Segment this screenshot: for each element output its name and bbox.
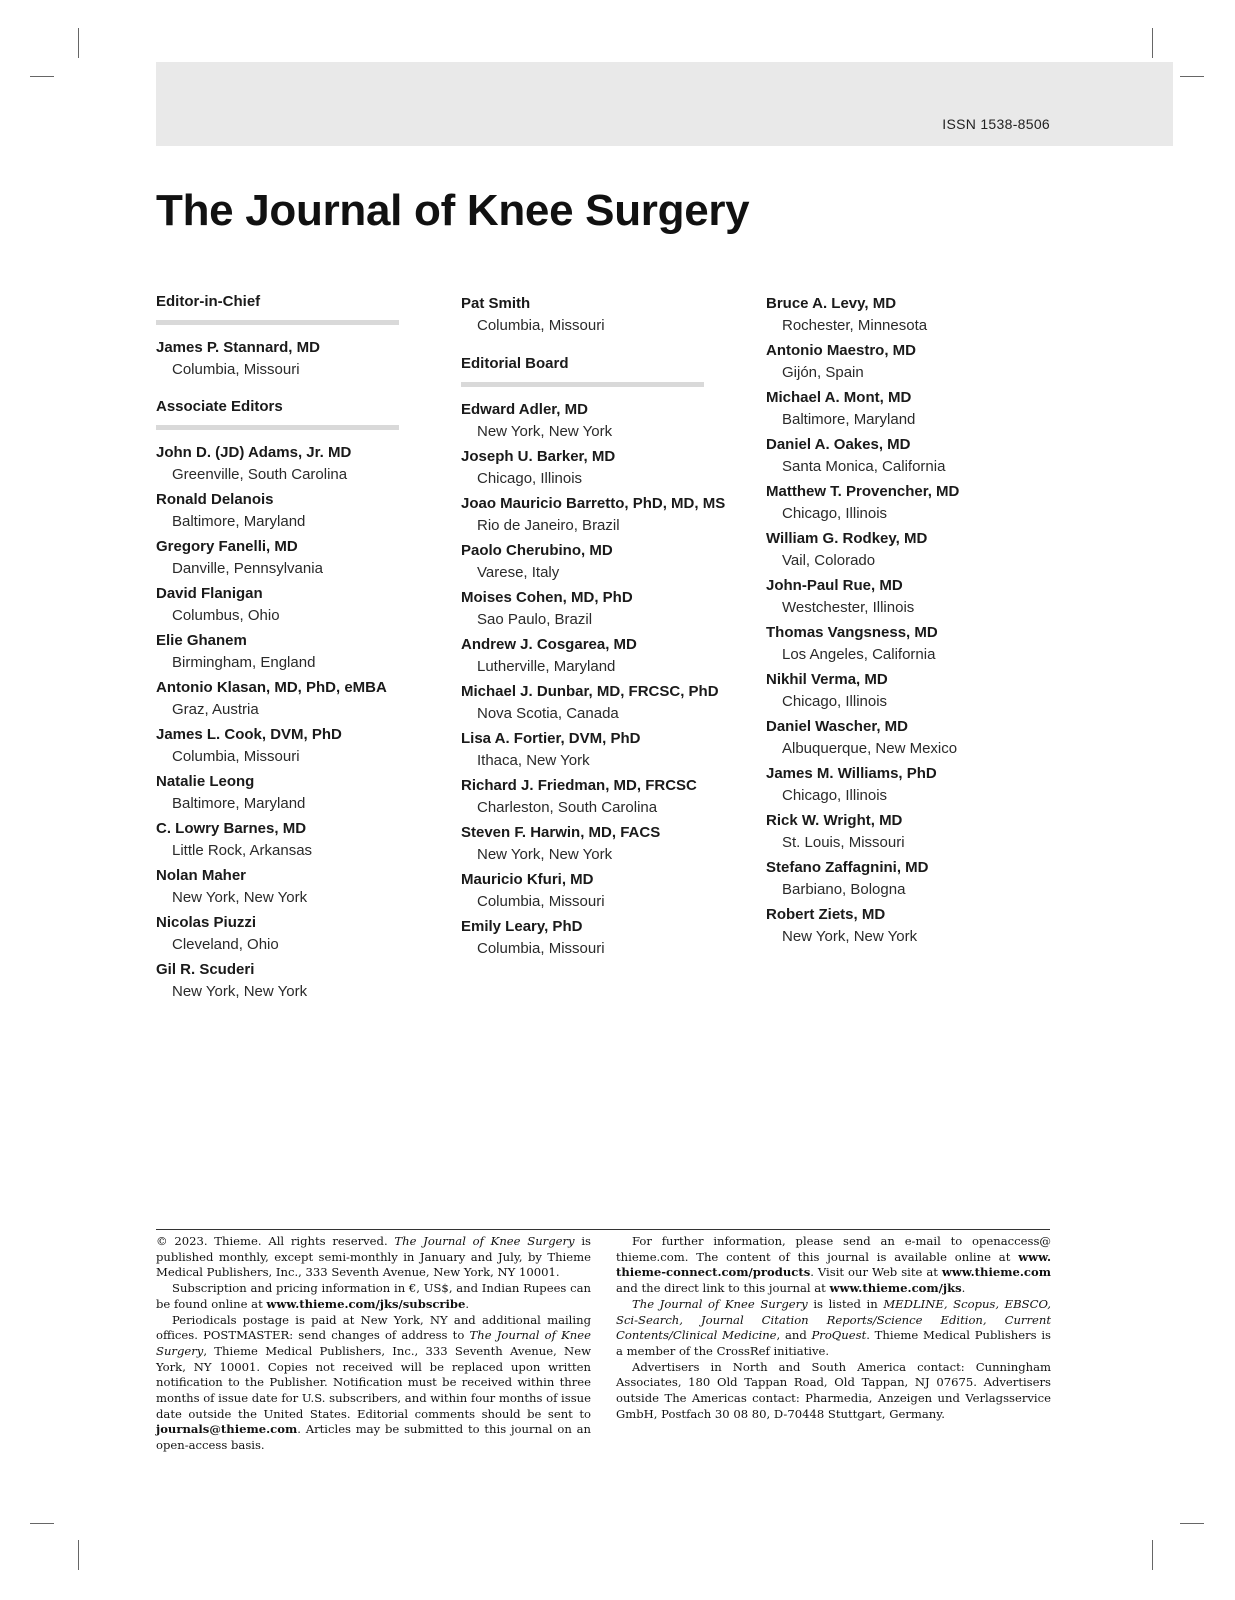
member-name: John D. (JD) Adams, Jr. MD — [156, 444, 352, 461]
member-name: Moises Cohen, MD, PhD — [461, 589, 633, 606]
member-location: Ithaca, New York — [477, 752, 590, 769]
member-location: Columbia, Missouri — [172, 748, 300, 765]
member-entry — [156, 536, 436, 580]
member-name: Mauricio Kfuri, MD — [461, 871, 594, 888]
member-entry — [766, 575, 1046, 619]
member-location: Columbia, Missouri — [172, 361, 300, 378]
member-name: Gregory Fanelli, MD — [156, 538, 298, 555]
member-name: Ronald Delanois — [156, 491, 274, 508]
crop-mark — [1152, 28, 1153, 58]
member-location: Los Angeles, California — [782, 646, 936, 663]
member-entry — [766, 669, 1046, 713]
member-location: Columbia, Missouri — [477, 940, 605, 957]
member-name: Steven F. Harwin, MD, FACS — [461, 824, 661, 841]
member-name: Robert Ziets, MD — [766, 906, 886, 923]
member-entry — [156, 818, 436, 862]
member-location: Chicago, Illinois — [782, 787, 888, 804]
member-entry — [766, 716, 1046, 760]
member-entry — [461, 399, 741, 443]
editorial-board-list-continued — [766, 293, 1046, 948]
member-name: Pat Smith — [461, 295, 531, 312]
member-entry — [156, 630, 436, 674]
member-name: Emily Leary, PhD — [461, 918, 583, 935]
member-name: Daniel Wascher, MD — [766, 718, 908, 735]
member-location: Albuquerque, New Mexico — [782, 740, 958, 757]
member-entry — [156, 865, 436, 909]
member-location: Baltimore, Maryland — [172, 795, 306, 812]
member-name: C. Lowry Barnes, MD — [156, 820, 307, 837]
member-location: Rio de Janeiro, Brazil — [477, 517, 620, 534]
member-entry — [766, 293, 1046, 337]
member-entry — [156, 583, 436, 627]
member-location: Santa Monica, California — [782, 458, 946, 475]
member-name: William G. Rodkey, MD — [766, 530, 928, 547]
member-name: Michael A. Mont, MD — [766, 389, 912, 406]
member-entry — [156, 677, 436, 721]
member-location: Columbia, Missouri — [477, 893, 605, 910]
member-location: New York, New York — [477, 846, 613, 863]
member-name: Michael J. Dunbar, MD, FRCSC, PhD — [461, 683, 719, 700]
member-name: Daniel A. Oakes, MD — [766, 436, 911, 453]
member-name: James M. Williams, PhD — [766, 765, 937, 782]
member-name: David Flanigan — [156, 585, 263, 602]
member-entry — [156, 337, 436, 381]
footer-paragraph: Advertisers in North and South America contact: Cunningham Associates, 180 Old Tappan Road, Old Tappan, NJ 07675. Advertisers outside The Americas contact: Pharmedia, Anzeigen und Verlagsservice GmbH, Postfach 30 08 80, D-70448 Stuttgart, Germany. — [616, 1359, 1051, 1421]
masthead-column-1 — [156, 293, 436, 1006]
member-name: Joao Mauricio Barretto, PhD, MD, MS — [461, 495, 726, 512]
crop-mark — [78, 1540, 79, 1570]
crop-mark — [1180, 1523, 1204, 1524]
member-name: Stefano Zaffagnini, MD — [766, 859, 929, 876]
member-name: Andrew J. Cosgarea, MD — [461, 636, 637, 653]
member-entry — [156, 489, 436, 533]
member-entry — [766, 857, 1046, 901]
member-name: John-Paul Rue, MD — [766, 577, 903, 594]
member-name: Gil R. Scuderi — [156, 961, 255, 978]
member-location: Barbiano, Bologna — [782, 881, 906, 898]
member-entry — [461, 916, 741, 960]
member-location: Little Rock, Arkansas — [172, 842, 313, 859]
editor-in-chief-heading: Editor-in-Chief — [156, 293, 399, 325]
editor-in-chief-list — [156, 337, 436, 381]
masthead-column-2 — [461, 293, 741, 963]
editorial-board-list — [461, 399, 741, 960]
member-name: Nolan Maher — [156, 867, 247, 884]
member-entry — [156, 959, 436, 1003]
member-name: Nikhil Verma, MD — [766, 671, 888, 688]
member-name: Antonio Klasan, MD, PhD, eMBA — [156, 679, 387, 696]
member-entry — [766, 434, 1046, 478]
member-name: Paolo Cherubino, MD — [461, 542, 613, 559]
member-entry — [461, 587, 741, 631]
footer-paragraph: For further information, please send an e-mail to openaccess@ thieme.com. The content of this journal is available online at www. thieme-connect.com/products. Visit our Web site at www.thieme.com and the direct link to this journal at www.thieme.com/jks. — [616, 1234, 1051, 1296]
member-location: Baltimore, Maryland — [782, 411, 916, 428]
member-entry — [156, 442, 436, 486]
member-name: Lisa A. Fortier, DVM, PhD — [461, 730, 641, 747]
member-entry — [461, 775, 741, 819]
member-entry — [461, 540, 741, 584]
footer-right-column — [616, 1234, 1051, 1422]
member-location: New York, New York — [477, 423, 613, 440]
member-location: Varese, Italy — [477, 564, 560, 581]
footer-paragraph: © 2023. Thieme. All rights reserved. The Journal of Knee Surgery is published monthly, except semi-monthly in January and July, by Thieme Medical Publishers, Inc., 333 Seventh Avenue, New York, NY 10001. — [156, 1234, 591, 1280]
member-entry — [461, 493, 741, 537]
member-entry — [461, 869, 741, 913]
member-name: Antonio Maestro, MD — [766, 342, 916, 359]
associate-editors-list-continued — [461, 293, 741, 337]
footer-left-column — [156, 1234, 591, 1454]
member-location: St. Louis, Missouri — [782, 834, 905, 851]
member-entry — [156, 912, 436, 956]
member-name: James P. Stannard, MD — [156, 339, 320, 356]
member-entry — [766, 340, 1046, 384]
member-name: Elie Ghanem — [156, 632, 247, 649]
member-entry — [461, 634, 741, 678]
footer-rule — [156, 1229, 1050, 1230]
member-location: Rochester, Minnesota — [782, 317, 928, 334]
member-entry — [766, 904, 1046, 948]
member-location: Chicago, Illinois — [782, 505, 888, 522]
member-location: Westchester, Illinois — [782, 599, 915, 616]
member-name: Joseph U. Barker, MD — [461, 448, 616, 465]
member-location: Columbia, Missouri — [477, 317, 605, 334]
member-entry — [461, 681, 741, 725]
member-location: Charleston, South Carolina — [477, 799, 658, 816]
member-location: New York, New York — [782, 928, 918, 945]
member-location: Nova Scotia, Canada — [477, 705, 619, 722]
member-name: Natalie Leong — [156, 773, 255, 790]
member-entry — [766, 810, 1046, 854]
issn-label: ISSN 1538-8506 — [942, 116, 1050, 132]
member-name: James L. Cook, DVM, PhD — [156, 726, 342, 743]
member-entry — [461, 728, 741, 772]
member-location: Sao Paulo, Brazil — [477, 611, 593, 628]
member-entry — [156, 724, 436, 768]
member-entry — [461, 822, 741, 866]
member-name: Edward Adler, MD — [461, 401, 588, 418]
member-entry — [766, 763, 1046, 807]
member-location: Baltimore, Maryland — [172, 513, 306, 530]
member-name: Nicolas Piuzzi — [156, 914, 257, 931]
member-location: Chicago, Illinois — [477, 470, 583, 487]
member-location: Graz, Austria — [172, 701, 259, 718]
member-location: New York, New York — [172, 983, 308, 1000]
member-location: Vail, Colorado — [782, 552, 876, 569]
member-location: Birmingham, England — [172, 654, 316, 671]
editorial-board-heading: Editorial Board — [461, 355, 704, 387]
member-name: Bruce A. Levy, MD — [766, 295, 897, 312]
member-location: Columbus, Ohio — [172, 607, 280, 624]
footer-paragraph: The Journal of Knee Surgery is listed in MEDLINE, Scopus, EBSCO, Sci-Search, Journal Citation Reports/Science Edition, Current Contents/Clinical Medicine, and ProQuest. Thieme Medical Publishers is a member of the CrossRef initiative. — [616, 1296, 1051, 1358]
journal-title: The Journal of Knee Surgery — [156, 186, 750, 235]
footer-paragraph: Subscription and pricing information in €, US$, and Indian Rupees can be found online at www.thieme.com/jks/subscribe. — [156, 1281, 591, 1311]
footer-paragraph: Periodicals postage is paid at New York, NY and additional mailing offices. POSTMASTER: send changes of address to The Journal of Knee Surgery, Thieme Medical Publishers, Inc., 333 Seventh Avenue, New York, NY 10001. Copies not received will be replaced upon written notification to the Publisher. Notification must be received within three months of issue date for U.S. subscribers, and within four months of issue date outside the United States. Editorial comments should be sent to journals@thieme.com. Articles may be submitted to this journal on an open-access basis. — [156, 1312, 592, 1453]
member-location: Gijón, Spain — [782, 364, 864, 381]
header-band — [156, 62, 1173, 146]
associate-editors-list — [156, 442, 436, 1003]
crop-mark — [30, 76, 54, 77]
member-name: Richard J. Friedman, MD, FRCSC — [461, 777, 697, 794]
member-name: Rick W. Wright, MD — [766, 812, 903, 829]
crop-mark — [1180, 76, 1204, 77]
member-entry — [766, 387, 1046, 431]
crop-mark — [78, 28, 79, 58]
member-entry — [766, 481, 1046, 525]
member-location: Chicago, Illinois — [782, 693, 888, 710]
crop-mark — [1152, 1540, 1153, 1570]
masthead-column-3 — [766, 293, 1046, 951]
crop-mark — [30, 1523, 54, 1524]
member-location: Greenville, South Carolina — [172, 466, 348, 483]
member-location: Danville, Pennsylvania — [172, 560, 323, 577]
member-location: Lutherville, Maryland — [477, 658, 616, 675]
member-entry — [461, 293, 741, 337]
member-entry — [156, 771, 436, 815]
member-location: New York, New York — [172, 889, 308, 906]
member-entry — [461, 446, 741, 490]
member-location: Cleveland, Ohio — [172, 936, 279, 953]
member-name: Thomas Vangsness, MD — [766, 624, 938, 641]
associate-editors-heading: Associate Editors — [156, 398, 399, 430]
member-entry — [766, 528, 1046, 572]
member-name: Matthew T. Provencher, MD — [766, 483, 960, 500]
member-entry — [766, 622, 1046, 666]
